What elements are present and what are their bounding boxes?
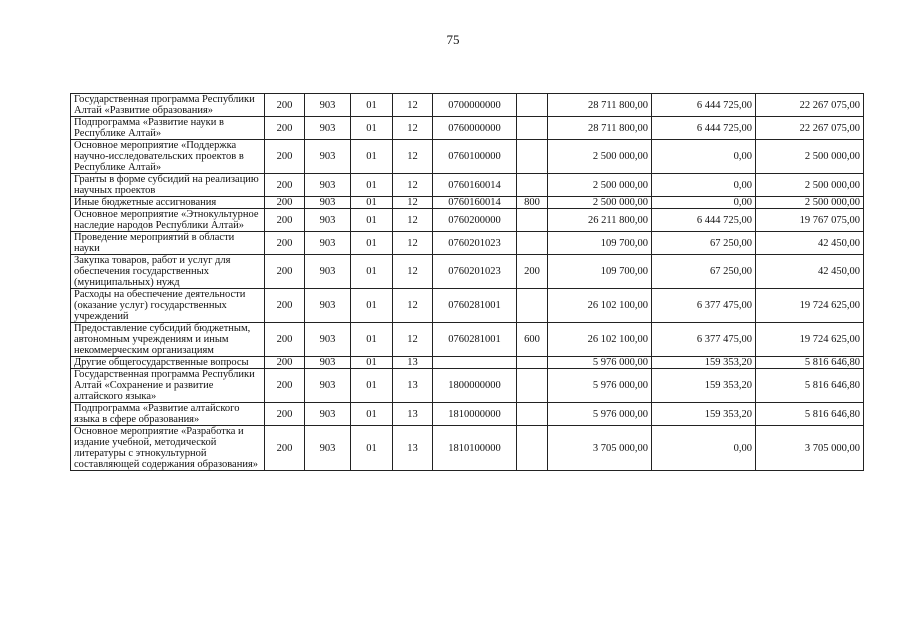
row-section-code: 200 (265, 174, 305, 197)
row-name: Расходы на обеспечение деятельности (оказание услуг) государственных учреждений (71, 289, 265, 323)
row-section-code: 200 (265, 232, 305, 255)
row-name: Государственная программа Республики Алтай «Развитие образования» (71, 94, 265, 117)
row-grbs-code: 903 (305, 403, 351, 426)
row-subsection-code: 13 (393, 357, 433, 369)
row-chapter-code: 01 (351, 426, 393, 471)
row-chapter-code: 01 (351, 174, 393, 197)
row-target-code: 0760201023 (433, 232, 517, 255)
row-amount-1: 5 976 000,00 (548, 403, 652, 426)
table-row (71, 323, 864, 357)
row-subsection-code: 12 (393, 117, 433, 140)
row-amount-1: 2 500 000,00 (548, 140, 652, 174)
row-amount-2: 159 353,20 (652, 369, 756, 403)
row-amount-1: 5 976 000,00 (548, 369, 652, 403)
row-subsection-code: 12 (393, 323, 433, 357)
row-chapter-code: 01 (351, 117, 393, 140)
row-section-code: 200 (265, 323, 305, 357)
row-expense-type (517, 426, 548, 471)
row-amount-1: 109 700,00 (548, 232, 652, 255)
table-row (71, 369, 864, 403)
row-name: Гранты в форме субсидий на реализацию научных проектов (71, 174, 265, 197)
row-name: Проведение мероприятий в области науки (71, 232, 265, 255)
table-row (71, 174, 864, 197)
row-target-code: 0760160014 (433, 174, 517, 197)
row-chapter-code: 01 (351, 403, 393, 426)
row-target-code: 0700000000 (433, 94, 517, 117)
row-grbs-code: 903 (305, 94, 351, 117)
row-subsection-code: 12 (393, 94, 433, 117)
row-grbs-code: 903 (305, 174, 351, 197)
row-amount-1: 28 711 800,00 (548, 117, 652, 140)
row-section-code: 200 (265, 209, 305, 232)
row-amount-1: 2 500 000,00 (548, 197, 652, 209)
row-amount-1: 109 700,00 (548, 255, 652, 289)
row-expense-type (517, 140, 548, 174)
row-grbs-code: 903 (305, 357, 351, 369)
row-amount-3: 19 767 075,00 (756, 209, 864, 232)
row-amount-2: 6 444 725,00 (652, 94, 756, 117)
page-number: 75 (446, 32, 460, 47)
row-target-code: 0760201023 (433, 255, 517, 289)
row-section-code: 200 (265, 403, 305, 426)
row-expense-type (517, 369, 548, 403)
row-amount-2: 6 444 725,00 (652, 209, 756, 232)
table-row (71, 140, 864, 174)
row-amount-3: 2 500 000,00 (756, 174, 864, 197)
row-name: Подпрограмма «Развитие алтайского языка в сфере образования» (71, 403, 265, 426)
row-amount-3: 5 816 646,80 (756, 357, 864, 369)
row-amount-3: 2 500 000,00 (756, 140, 864, 174)
table-row (71, 117, 864, 140)
row-amount-2: 0,00 (652, 197, 756, 209)
row-amount-1: 5 976 000,00 (548, 357, 652, 369)
row-section-code: 200 (265, 117, 305, 140)
row-amount-1: 26 102 100,00 (548, 323, 652, 357)
row-expense-type (517, 232, 548, 255)
table-row (71, 426, 864, 471)
row-amount-1: 26 211 800,00 (548, 209, 652, 232)
row-chapter-code: 01 (351, 232, 393, 255)
row-subsection-code: 13 (393, 403, 433, 426)
row-chapter-code: 01 (351, 357, 393, 369)
budget-table (70, 93, 864, 471)
row-target-code: 0760281001 (433, 323, 517, 357)
row-amount-2: 6 444 725,00 (652, 117, 756, 140)
row-amount-1: 2 500 000,00 (548, 174, 652, 197)
row-chapter-code: 01 (351, 323, 393, 357)
row-target-code: 0760000000 (433, 117, 517, 140)
row-amount-3: 2 500 000,00 (756, 197, 864, 209)
row-grbs-code: 903 (305, 117, 351, 140)
row-subsection-code: 12 (393, 255, 433, 289)
row-grbs-code: 903 (305, 232, 351, 255)
row-grbs-code: 903 (305, 140, 351, 174)
table-row (71, 209, 864, 232)
row-subsection-code: 13 (393, 426, 433, 471)
row-name: Государственная программа Республики Алтай «Сохранение и развитие алтайского языка» (71, 369, 265, 403)
row-target-code: 1800000000 (433, 369, 517, 403)
row-target-code: 0760281001 (433, 289, 517, 323)
row-grbs-code: 903 (305, 369, 351, 403)
table-row (71, 403, 864, 426)
table-row (71, 94, 864, 117)
row-name: Подпрограмма «Развитие науки в Республике Алтай» (71, 117, 265, 140)
row-chapter-code: 01 (351, 209, 393, 232)
row-amount-1: 3 705 000,00 (548, 426, 652, 471)
row-amount-3: 19 724 625,00 (756, 289, 864, 323)
row-expense-type: 600 (517, 323, 548, 357)
row-grbs-code: 903 (305, 197, 351, 209)
row-amount-1: 28 711 800,00 (548, 94, 652, 117)
row-amount-2: 6 377 475,00 (652, 289, 756, 323)
row-section-code: 200 (265, 197, 305, 209)
row-chapter-code: 01 (351, 140, 393, 174)
table-row (71, 197, 864, 209)
table-row (71, 289, 864, 323)
row-name: Иные бюджетные ассигнования (71, 197, 265, 209)
table-row (71, 357, 864, 369)
row-grbs-code: 903 (305, 426, 351, 471)
row-target-code: 0760160014 (433, 197, 517, 209)
row-target-code (433, 357, 517, 369)
row-amount-3: 42 450,00 (756, 232, 864, 255)
row-amount-3: 22 267 075,00 (756, 94, 864, 117)
row-subsection-code: 12 (393, 140, 433, 174)
row-chapter-code: 01 (351, 289, 393, 323)
row-chapter-code: 01 (351, 369, 393, 403)
row-grbs-code: 903 (305, 323, 351, 357)
row-subsection-code: 12 (393, 174, 433, 197)
row-section-code: 200 (265, 289, 305, 323)
row-section-code: 200 (265, 369, 305, 403)
row-amount-3: 5 816 646,80 (756, 403, 864, 426)
row-name: Основное мероприятие «Этнокультурное наследие народов Республики Алтай» (71, 209, 265, 232)
row-grbs-code: 903 (305, 289, 351, 323)
row-chapter-code: 01 (351, 197, 393, 209)
table-row (71, 232, 864, 255)
row-section-code: 200 (265, 140, 305, 174)
row-amount-2: 67 250,00 (652, 232, 756, 255)
row-amount-1: 26 102 100,00 (548, 289, 652, 323)
row-name: Основное мероприятие «Поддержка научно-исследовательских проектов в Республике Алтай» (71, 140, 265, 174)
row-grbs-code: 903 (305, 255, 351, 289)
row-chapter-code: 01 (351, 94, 393, 117)
row-name: Основное мероприятие «Разработка и издание учебной, методической литературы с этнокультурной составляющей содержания образования» (71, 426, 265, 471)
row-expense-type (517, 94, 548, 117)
row-target-code: 0760100000 (433, 140, 517, 174)
row-section-code: 200 (265, 94, 305, 117)
row-grbs-code: 903 (305, 209, 351, 232)
row-expense-type (517, 289, 548, 323)
row-expense-type (517, 209, 548, 232)
row-amount-3: 5 816 646,80 (756, 369, 864, 403)
row-target-code: 0760200000 (433, 209, 517, 232)
row-amount-3: 19 724 625,00 (756, 323, 864, 357)
row-expense-type: 800 (517, 197, 548, 209)
row-amount-2: 67 250,00 (652, 255, 756, 289)
row-subsection-code: 13 (393, 369, 433, 403)
row-amount-3: 22 267 075,00 (756, 117, 864, 140)
row-section-code: 200 (265, 255, 305, 289)
row-amount-2: 0,00 (652, 174, 756, 197)
row-target-code: 1810100000 (433, 426, 517, 471)
row-section-code: 200 (265, 426, 305, 471)
row-target-code: 1810000000 (433, 403, 517, 426)
row-subsection-code: 12 (393, 209, 433, 232)
row-amount-2: 159 353,20 (652, 357, 756, 369)
row-subsection-code: 12 (393, 289, 433, 323)
row-section-code: 200 (265, 357, 305, 369)
row-expense-type (517, 174, 548, 197)
row-amount-2: 0,00 (652, 426, 756, 471)
row-expense-type (517, 357, 548, 369)
row-subsection-code: 12 (393, 232, 433, 255)
row-subsection-code: 12 (393, 197, 433, 209)
row-amount-3: 42 450,00 (756, 255, 864, 289)
row-name: Закупка товаров, работ и услуг для обеспечения государственных (муниципальных) нужд (71, 255, 265, 289)
row-amount-2: 159 353,20 (652, 403, 756, 426)
row-name: Предоставление субсидий бюджетным, автономным учреждениям и иным некоммерческим организациям (71, 323, 265, 357)
row-amount-2: 6 377 475,00 (652, 323, 756, 357)
row-expense-type: 200 (517, 255, 548, 289)
row-name: Другие общегосударственные вопросы (71, 357, 265, 369)
table-body (71, 94, 864, 471)
row-chapter-code: 01 (351, 255, 393, 289)
row-expense-type (517, 117, 548, 140)
row-expense-type (517, 403, 548, 426)
table-row (71, 255, 864, 289)
row-amount-2: 0,00 (652, 140, 756, 174)
row-amount-3: 3 705 000,00 (756, 426, 864, 471)
